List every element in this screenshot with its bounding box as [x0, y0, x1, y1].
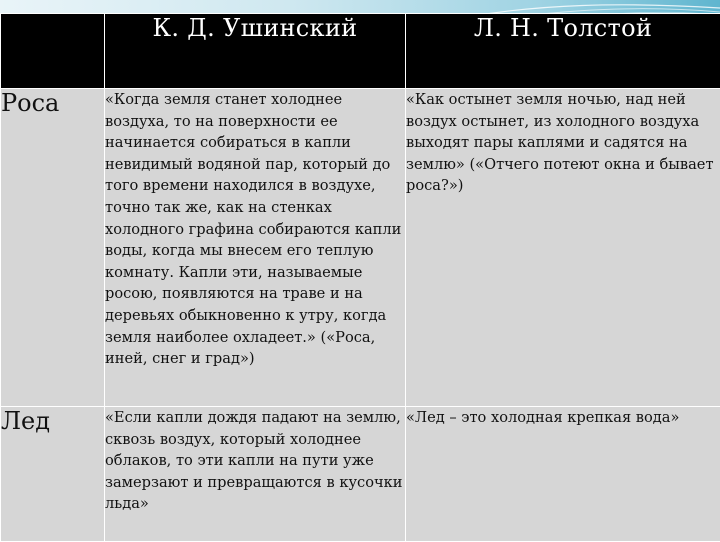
row-label-ice: Лед: [1, 407, 105, 542]
header-tolstoy: Л. Н. Толстой: [406, 14, 720, 89]
cell-tolstoy-ice: «Лед – это холодная крепкая вода»: [406, 407, 720, 542]
cell-ushinsky-dew: «Когда земля станет холоднее воздуха, то на поверхности ее начинается собираться в капли невидимый водяной пар, который до того времени находился в воздухе, точно так же, как на стенках холодного графина собираются капли воды, когда мы внесем его теплую комнату. Капли эти, называемые росою, появляются на траве и на деревьях обыкновенно к утру, когда земля наиболее охладеет.» («Роса, иней, снег и град»): [105, 89, 406, 407]
cell-ushinsky-ice: «Если капли дождя падают на землю, сквозь воздух, который холоднее облаков, то эти капли на пути уже замерзают и превращаются в кусочки льда»: [105, 407, 406, 542]
row-label-dew: Роса: [1, 89, 105, 407]
header-ushinsky: К. Д. Ушинский: [105, 14, 406, 89]
table-header-row: [1, 14, 720, 89]
header-corner: [1, 14, 105, 89]
table-row: [1, 407, 720, 542]
cell-tolstoy-dew: «Как остынет земля ночью, над ней воздух остынет, из холодного воздуха выходят пары каплями и садятся на землю» («Отчего потеют окна и бывает роса?»): [406, 89, 720, 407]
comparison-table: [0, 13, 720, 542]
table-row: [1, 89, 720, 407]
